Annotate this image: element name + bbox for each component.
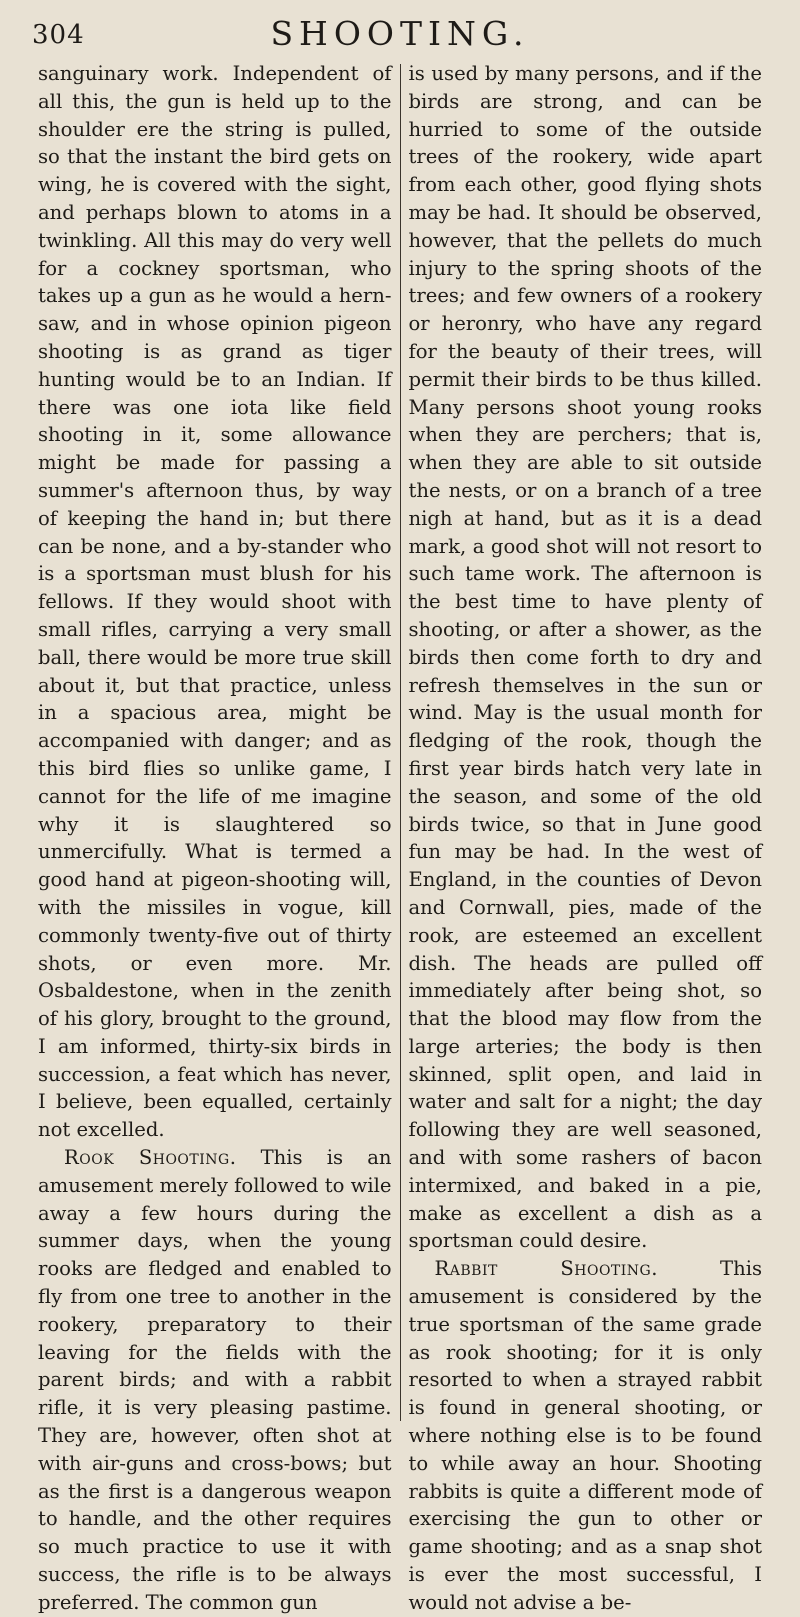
text-columns — [32, 60, 768, 1614]
running-title: SHOOTING. — [270, 14, 530, 53]
left-paragraph-2 — [38, 1144, 392, 1617]
right-column — [403, 60, 769, 1614]
rook-shooting-text: This is an amusement merely followed to wile away a few hours during the summer days, when the young rooks are fledged and enabled to fly from one tree to another in the rookery, preparatory to their leaving for the fields with the parent birds; and with a rabbit rifle, it is very pleasing pastime. They are, however, often shot at with air-guns and cross-bows; but as the first is a dangerous weapon to handle, and the other requires so much practice to use it with success, the rifle is to be always preferred. The common gun — [38, 1146, 392, 1614]
right-paragraph-2 — [409, 1255, 763, 1616]
page-header — [32, 10, 768, 56]
page-number: 304 — [32, 20, 85, 50]
left-column — [32, 60, 398, 1614]
left-paragraph-1: sanguinary work. Independent of all this, the gun is held up to the shoulder ere the string is pulled, so that the instant the bird gets on wing, he is covered with the sight, and perhaps blown to atoms in a twinkling. All this may do very well for a cockney sportsman, who takes up a gun as he would a hern-saw, and in whose opinion pigeon shooting is as grand as tiger hunting would be to an Indian. If there was one iota like field shooting in it, some allowance might be made for passing a summer's afternoon thus, by way of keeping the hand in; but there can be none, and a by-stander who is a sportsman must blush for his fellows. If they would shoot with small rifles, carrying a very small ball, there would be more true skill about it, but that practice, unless in a spacious area, might be accompanied with danger; and as this bird flies so unlike game, I cannot for the life of me imagine why it is slaughtered so unmercifully. What is termed a good hand at pigeon-shooting will, with the missiles in vogue, kill commonly twenty-five out of thirty shots, or even more. Mr. Osbaldestone, when in the zenith of his glory, brought to the ground, I am informed, thirty-six birds in succession, a feat which has never, I believe, been equalled, certainly not excelled. — [38, 62, 392, 1142]
right-paragraph-1: is used by many persons, and if the birds are strong, and can be hurried to some of the outside trees of the rookery, wide apart from each other, good flying shots may be had. It should be observed, however, that the pellets do much injury to the spring shoots of the trees; and few owners of a rookery or heronry, who have any regard for the beauty of their trees, will permit their birds to be thus killed. Many persons shoot young rooks when they are perchers; that is, when they are able to sit outside the nests, or on a branch of a tree nigh at hand, but as it is a dead mark, a good shot will not resort to such tame work. The afternoon is the best time to have plenty of shooting, or after a shower, as the birds then come forth to dry and refresh themselves in the sun or wind. May is the usual month for fledging of the rook, though the first year birds hatch very late in the season, and some of the old birds twice, so that in June good fun may be had. In the west of England, in the counties of Devon and Cornwall, pies, made of the rook, are esteemed an excellent dish. The heads are pulled off immediately after being shot, so that the blood may flow from the large arteries; the body is then skinned, split open, and laid in water and salt for a night; the day following they are well seasoned, and with some rashers of bacon intermixed, and baked in a pie, make as excellent a dish as a sportsman could desire. — [408, 62, 763, 1253]
rabbit-shooting-text: This amusement is considered by the true sportsman of the same grade as rook shooting; for it is only resorted to when a strayed rabbit is found in general shooting, or where nothing else is to be found to while away an hour. Shooting rabbits is quite a different mode of exercising the gun to other or game shooting; and as a snap shot is ever the most successful, I would not advise a be- — [408, 1257, 763, 1614]
rabbit-shooting-heading: Rabbit Shooting. — [434, 1257, 658, 1281]
column-divider — [400, 64, 401, 1421]
rook-shooting-heading: Rook Shooting. — [64, 1146, 237, 1170]
